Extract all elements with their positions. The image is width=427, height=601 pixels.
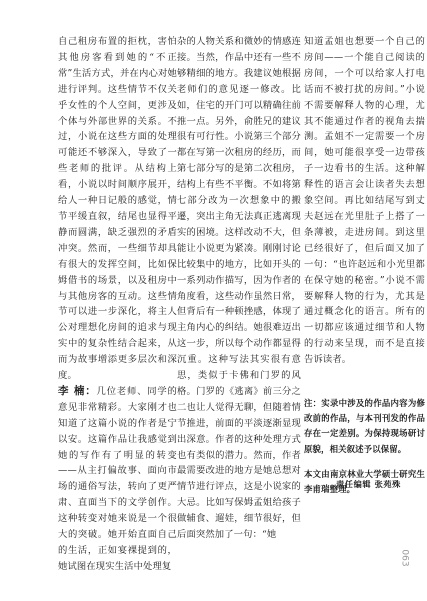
paragraph-text: 几位老师、同学的意见非常精彩。大家刚才也知道了这篇小说的作者是宁以安。这篇作品让我感觉到她的写作有了明显的转变——从主打偏故事、面向市场的通俗写法，转向了更严肃、直面当下的文学创作。这种转变对她来说是一个很大的突破。她开始直面自己的生活，正如宴裸提到的，她试图在现实生活中处理复 — [58, 385, 177, 572]
text-column-1 — [58, 34, 177, 575]
paragraph-speaker-li-nan — [58, 384, 177, 575]
speaker-name: 李 楠： — [58, 384, 97, 397]
editorial-note: 注：实录中涉及的作品内容为修改前的作品，与本刊刊发的作品存在一定差别。为保持现场研讨原貌，相关叙述予以保留。 — [304, 398, 425, 454]
paragraph: 自己租房布置的拒枕，害怕其他房客看到她的“不正常”生活方式，并在内心对她进行评判。这些情节不仅关乎女性的个人空间，更涉及个体与外部世界的关系。不过，小说在这些方面的处理可能还不够深入，导致了一些老师的批评。从结构上看，小说以时间顺序展开，给人一种日记般的感觉，情节平缓直叙，结尾也显得平静而圆满，缺乏强烈的矛盾冲突。然而，一些细节却具有很大的发挥空间，比如保姆借书的场景，以及租房中与其他房客的互动。这些情节可以进一步深化，将主人公对理想化房间的追求与现实中的复杂性结合起来，从而为故事增添更多层次和深度。 — [58, 36, 177, 382]
text-column-3 — [304, 34, 425, 497]
transcriber-credit: 本文由南京林业大学硕士研究生李甫瑞整理。 — [304, 468, 425, 495]
text-column-2 — [177, 34, 301, 543]
responsible-editor: 责任编辑 张苑殊 — [336, 479, 401, 489]
paragraph: 杂的人物关系和微妙的情感连接。当然，作品中还有一些不够精细的地方。我建议她根据老师们的意见逐一修改。比如，住宅的开门可以精确往前推一点。另外，俞胜兄的建议很有可行性。小说第三个部分都在写第一次租房的经历，而第七部分写的是第二次租房，结构上有些不平衡。不如将第七部分改为一次想象中的搬遷，突出主角无法真正逃离现实的困境。这样改动不大，但能让小说更为紧凑。刚刚讨论比较集中的地方，比如开头的一系列动作描写，因为作者的角度看，这些动作虽然日常，但背后有一种顿挫感，体现了主角内心的纠结。她很难迈出这一步，所以每个动作都显得沉重。这种写法其实很有意思，类似于卡佛和门罗的风格。门罗的《逃离》前三分之二也让人觉得无聊，但随着情节推进，前面的平淡逐渐显现出深意。作者的这种处理方式也有类似的潜力。然而，作者最需要改进的地方是她总想对情节进行评点，这是小说家的大忌。比如写保姆孟姐给孩子做辅食、遛娃，细节很好，但后面突然加了一句：“她 — [177, 36, 301, 541]
paragraph: 知道孟姐也想要一个自己的房间——一个能自己阅读的房间，一个可以给家人打电话而不被打扰的房间。”小说不需要解释人物的心理，尤其不能通过作者的视角去揣测。孟姐不一定需要一个房间，她可能很享受一边带孩子一边看书的生活。这种解释性的语言会让读者失去想象空间。再比如结尾写到丈夫赵远在光里肚子上搭了一条薄被，走进房间。到这里已经很好了，但后面又加了一句：“也许赵远和小光里都在保守她的秘密。”小说不需要解释人物的行为，尤其是通过概念化的语言。所有的一切都应该通过细节和人物的行动来呈现，而不是直接告诉读者。 — [304, 36, 425, 366]
page-number: 063 — [399, 549, 410, 567]
